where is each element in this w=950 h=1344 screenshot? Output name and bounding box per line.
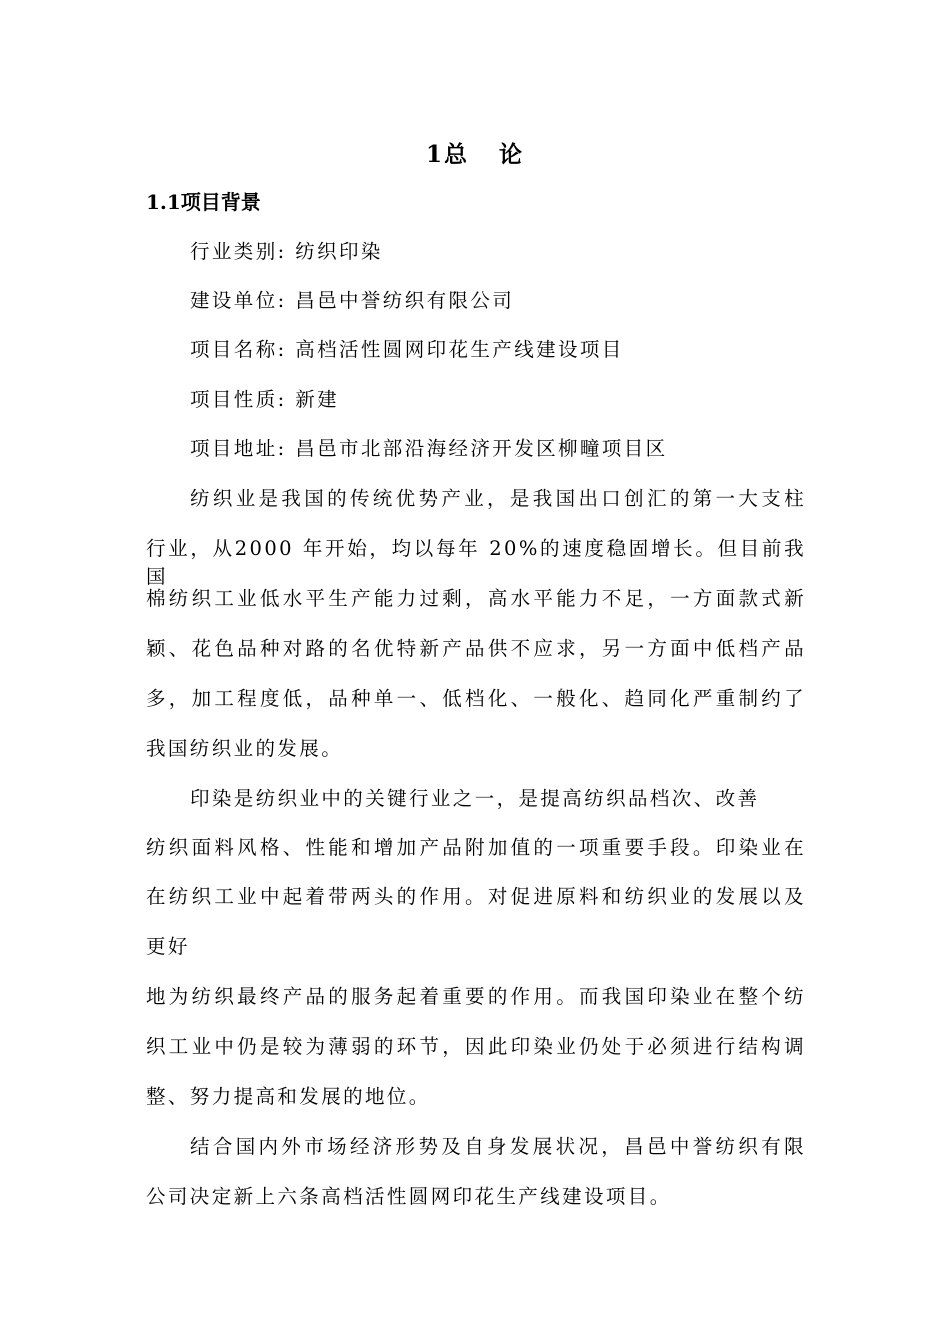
paragraph-2-line: 织工业中仍是较为薄弱的环节，因此印染业仍处于必须进行结构调	[146, 1035, 806, 1058]
field-label: 项目性质:	[190, 388, 287, 411]
field-project-nature	[190, 386, 806, 414]
field-project-name	[190, 336, 806, 364]
paragraph-1-line: 棉纺织工业低水平生产能力过剩，高水平能力不足，一方面款式新	[146, 587, 806, 610]
paragraph-2-line: 地为纺织最终产品的服务起着重要的作用。而我国印染业在整个纺	[146, 985, 806, 1008]
field-value: 昌邑市北部沿海经济开发区柳疃项目区	[295, 437, 668, 460]
paragraph-2-line: 纺织面料风格、性能和增加产品附加值的一项重要手段。印染业在	[146, 836, 806, 859]
paragraph-2-line: 整、努力提高和发展的地位。	[146, 1085, 431, 1108]
paragraph-1-line: 颖、花色品种对路的名优特新产品供不应求，另一方面中低档产品	[146, 637, 806, 660]
paragraph-1-line: 我国纺织业的发展。	[146, 737, 344, 760]
field-value: 新建	[295, 388, 339, 411]
field-value: 纺织印染	[295, 240, 383, 263]
field-builder	[190, 287, 806, 315]
paragraph-3-line: 结合国内外市场经济形势及自身发展状况，昌邑中誉纺织有限	[190, 1135, 806, 1158]
field-value: 昌邑中誉纺织有限公司	[295, 289, 515, 312]
paragraph-1-line: 多，加工程度低，品种单一、低档化、一般化、趋同化严重制约了	[146, 687, 806, 710]
field-value: 高档活性圆网印花生产线建设项目	[295, 338, 624, 361]
paragraph-2-line: 更好	[146, 935, 190, 958]
field-label: 建设单位:	[190, 289, 287, 312]
paragraph-2-line: 印染是纺织业中的关键行业之一，是提高纺织品档次、改善	[190, 787, 760, 810]
paragraph-3-line: 公司决定新上六条高档活性圆网印花生产线建设项目。	[146, 1185, 672, 1208]
paragraph-1-line: 行业，从2000 年开始，均以每年 20%的速度稳固增长。但目前我国	[146, 537, 806, 588]
field-project-address	[190, 435, 806, 463]
field-industry	[190, 238, 806, 266]
field-label: 项目地址:	[190, 437, 287, 460]
chapter-number: 1	[425, 141, 444, 168]
paragraph-2-line: 在纺织工业中起着带两头的作用。对促进原料和纺织业的发展以及	[146, 885, 806, 908]
field-label: 行业类别:	[190, 240, 287, 263]
field-label: 项目名称:	[190, 338, 287, 361]
paragraph-1-line: 纺织业是我国的传统优势产业，是我国出口创汇的第一大支柱	[190, 487, 806, 510]
chapter-title-word-1: 总	[444, 141, 469, 168]
section-heading: 1.1项目背景	[146, 190, 261, 214]
chapter-title-word-2: 论	[499, 141, 524, 168]
chapter-title	[0, 136, 950, 169]
